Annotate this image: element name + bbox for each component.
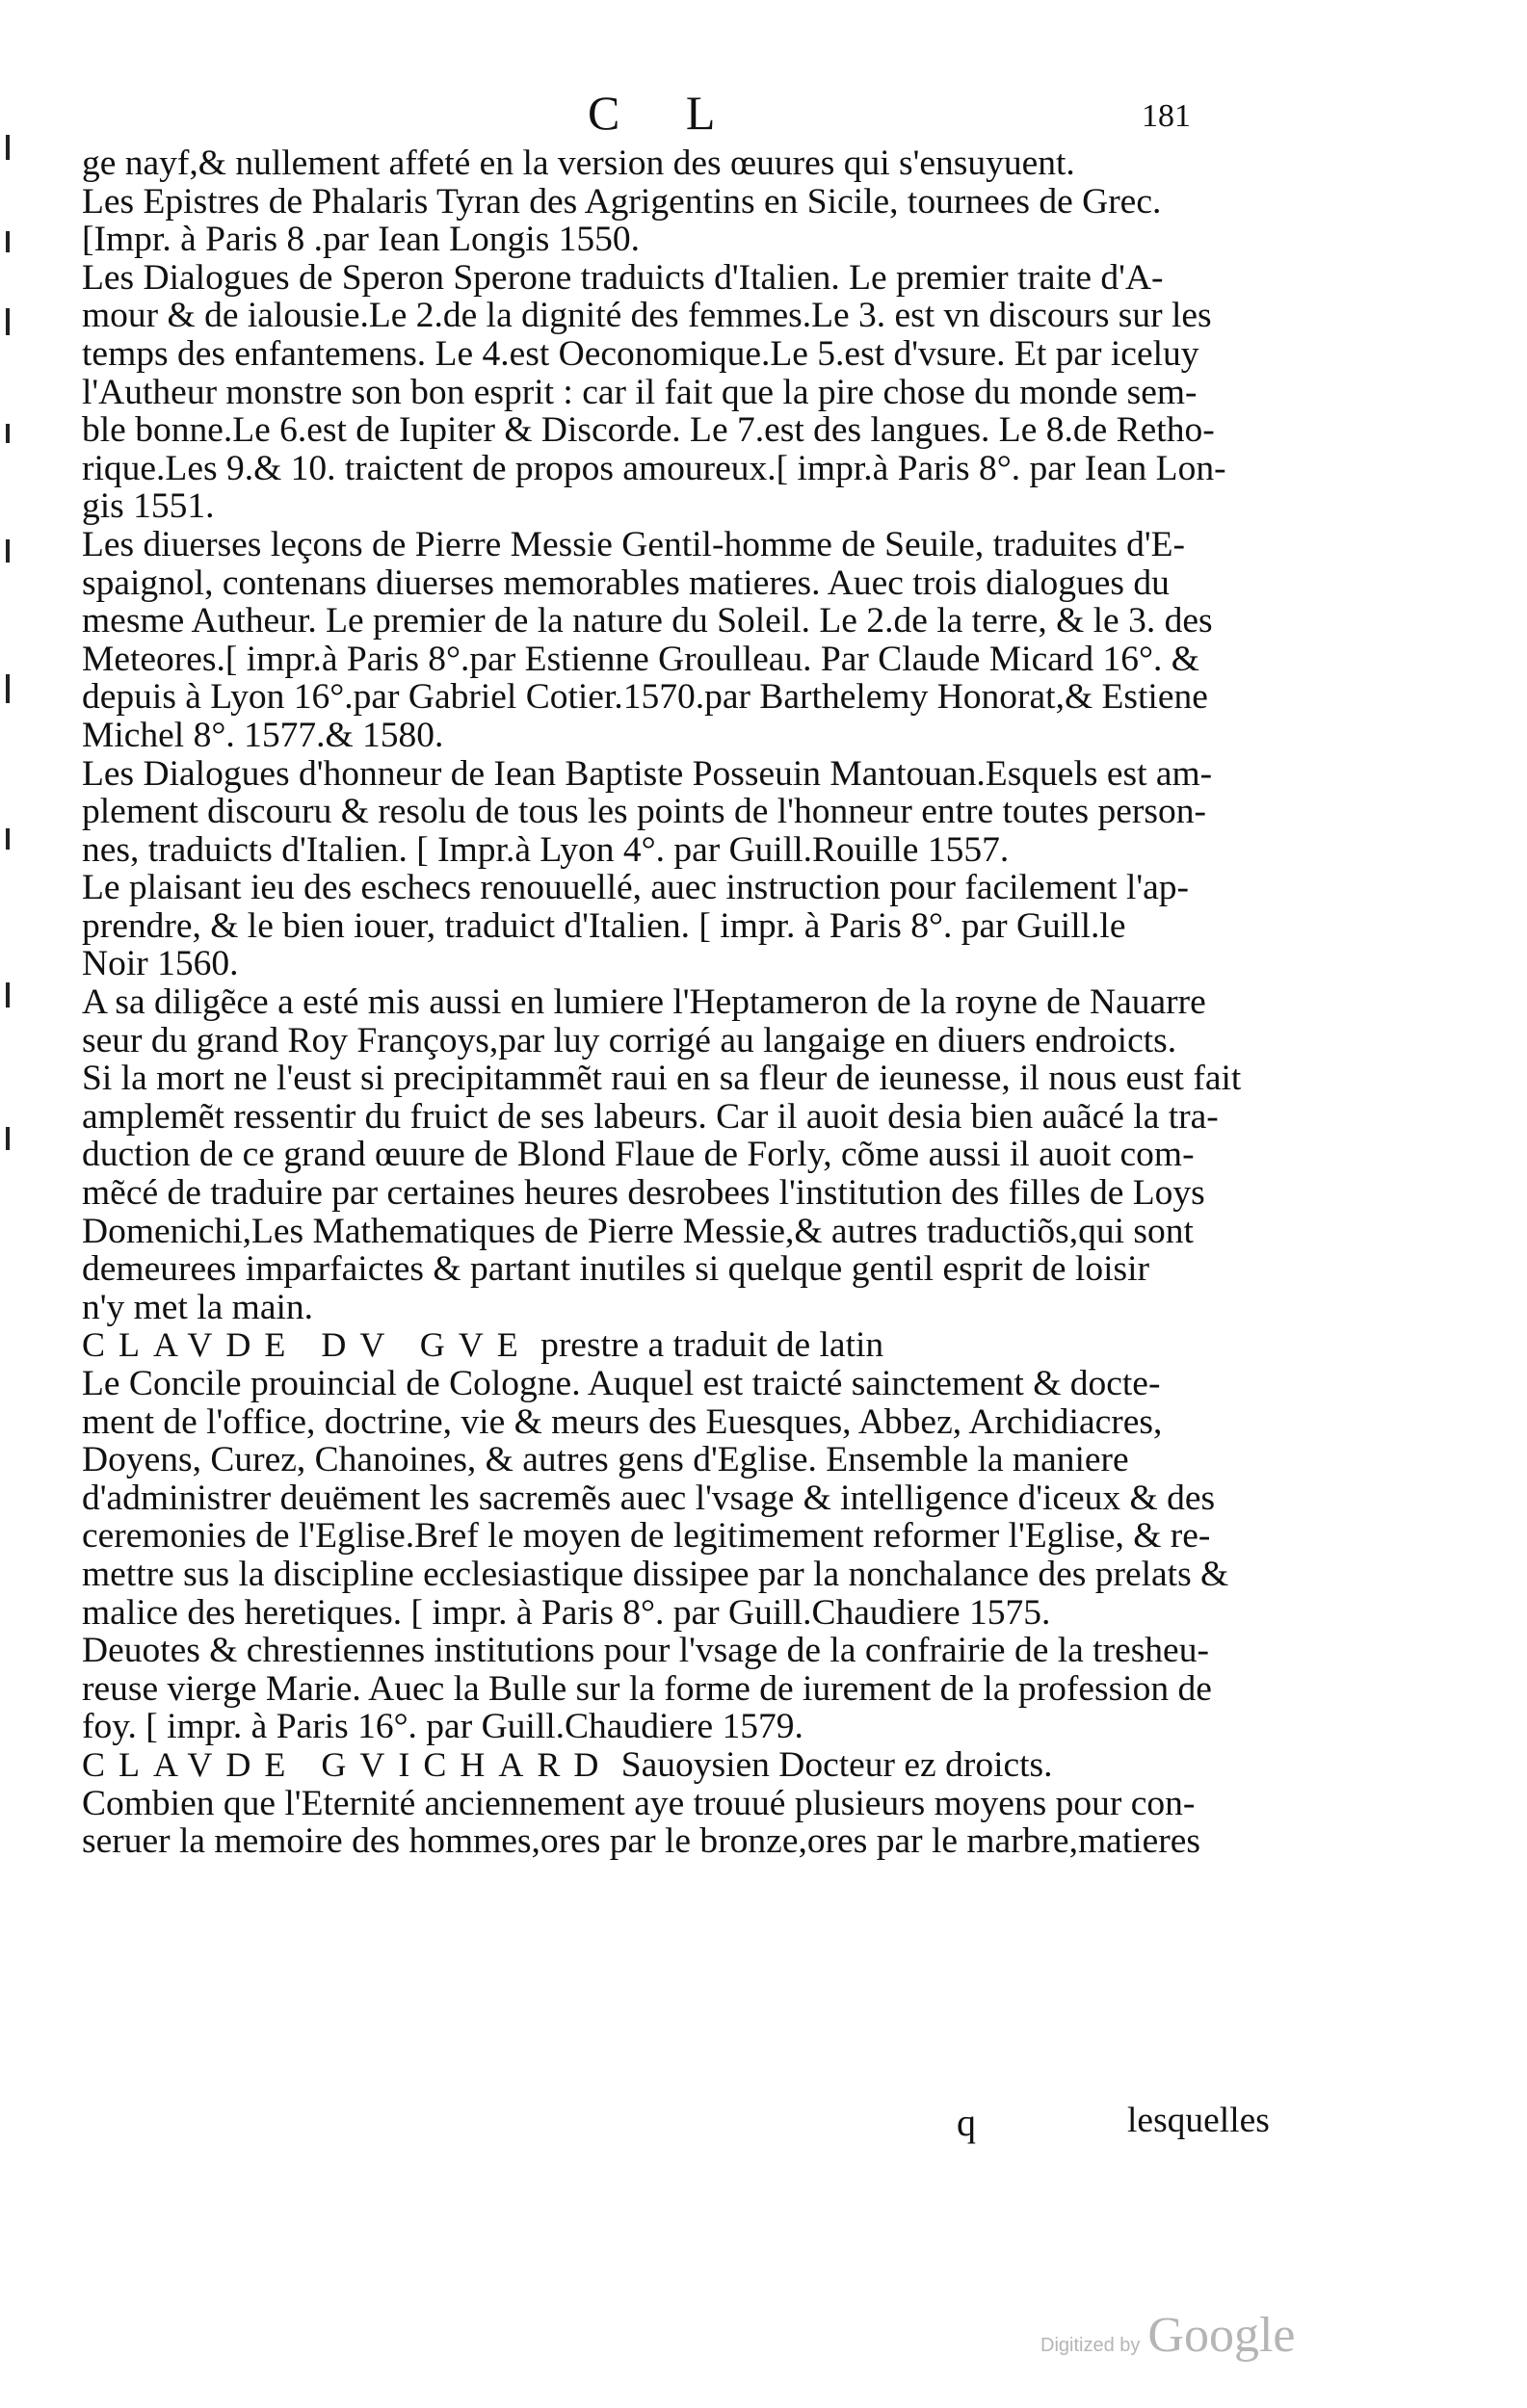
text-line: prendre, & le bien iouer, traduict d'Italien. [ impr. à Paris 8°. par Guill.le — [82, 905, 1126, 946]
page-number: 181 — [1142, 98, 1191, 134]
text-line: temps des enfantemens. Le 4.est Oeconomique.Le 5.est d'vsure. Et par iceluy — [82, 333, 1199, 374]
text-line: Meteores.[ impr.à Paris 8°.par Estienne Groulleau. Par Claude Micard 16°. & — [82, 639, 1199, 679]
text-line: ble bonne.Le 6.est de Iupiter & Discorde. Le 7.est des langues. Le 8.de Retho- — [82, 410, 1215, 451]
text-line: ceremonies de l'Eglise.Bref le moyen de legitimement reformer l'Eglise, & re- — [82, 1516, 1211, 1557]
text-line: ment de l'office, doctrine, vie & meurs des Euesques, Abbez, Archidiacres, — [82, 1401, 1163, 1442]
page-gutter-marks — [0, 135, 29, 1243]
text-line: n'y met la main. — [82, 1287, 314, 1327]
signature-mark: q — [957, 2101, 976, 2144]
body-text — [82, 144, 1257, 1861]
text-line: mẽcé de traduire par certaines heures desrobees l'institution des filles de Loys — [82, 1173, 1205, 1214]
text-line: seruer la memoire des hommes,ores par le bronze,ores par le marbre,matieres — [82, 1821, 1200, 1862]
text-line: mettre sus la discipline ecclesiastique dissipee par la nonchalance des prelats & — [82, 1554, 1229, 1594]
text-line: Les Dialogues de Speron Sperone traduicts d'Italien. Le premier traite d'A- — [82, 257, 1164, 298]
digitized-watermark — [1040, 2307, 1295, 2364]
watermark-prefix: Digitized by — [1040, 2335, 1141, 2356]
author-name: CLAVDE DV GVE — [82, 1325, 532, 1365]
text-line: Le Concile prouincial de Cologne. Auquel est traicté sainctement & docte- — [82, 1364, 1161, 1403]
text-line: mesme Autheur. Le premier de la nature du Soleil. Le 2.de la terre, & le 3. des — [82, 601, 1213, 641]
text-line: amplemẽt ressentir du fruict de ses labeurs. Car il auoit desia bien auãcé la tra- — [82, 1096, 1219, 1137]
text-line: spaignol, contenans diuerses memorables matieres. Auec trois dialogues du — [82, 563, 1170, 603]
text-line: foy. [ impr. à Paris 16°. par Guill.Chaudiere 1579. — [82, 1707, 803, 1747]
text-line: Michel 8°. 1577.& 1580. — [82, 715, 444, 755]
text-line: Le plaisant ieu des eschecs renouuellé, auec instruction pour facilement l'ap- — [82, 868, 1190, 908]
text-line: Domenichi,Les Mathematiques de Pierre Messie,& autres traductiõs,qui sont — [82, 1211, 1194, 1251]
text-line: malice des heretiques. [ impr. à Paris 8°. par Guill.Chaudiere 1575. — [82, 1592, 1051, 1633]
text-line: Les Epistres de Phalaris Tyran des Agrigentins en Sicile, tournees de Grec. — [82, 181, 1162, 222]
text-line: demeurees imparfaictes & partant inutiles si quelque gentil esprit de loisir — [82, 1249, 1150, 1290]
section-heading — [82, 1746, 1257, 1785]
text-line: ge nayf,& nullement affeté en la version des œuures qui s'ensuyuent. — [82, 144, 1075, 183]
text-line: Si la mort ne l'eust si precipitammẽt raui en sa fleur de ieunesse, il nous eust fait — [82, 1059, 1242, 1099]
text-line: Noir 1560. — [82, 944, 239, 984]
heading-description: Sauoysien Docteur ez droicts. — [612, 1744, 1053, 1785]
text-line: d'administrer deuëment les sacremẽs auec l'vsage & intelligence d'iceux & des — [82, 1478, 1216, 1518]
running-head: C L — [588, 86, 743, 140]
text-line: plement discouru & resolu de tous les points de l'honneur entre toutes person- — [82, 792, 1206, 832]
section-heading — [82, 1326, 1257, 1365]
text-line: A sa diligẽce a esté mis aussi en lumiere l'Heptameron de la royne de Nauarre — [82, 982, 1206, 1023]
text-line: seur du grand Roy Françoys,par luy corrigé au langaige en diuers endroicts. — [82, 1020, 1177, 1060]
text-line: nes, traduicts d'Italien. [ Impr.à Lyon 4°. par Guill.Rouille 1557. — [82, 829, 1010, 870]
text-line: Deuotes & chrestiennes institutions pour l'vsage de la confrairie de la tresheu- — [82, 1631, 1209, 1671]
page-footer — [0, 2100, 1527, 2148]
google-logo: Google — [1147, 2308, 1296, 2363]
text-line: reuse vierge Marie. Auec la Bulle sur la forme de iurement de la profession de — [82, 1668, 1212, 1709]
text-line: rique.Les 9.& 10. traictent de propos amoureux.[ impr.à Paris 8°. par Iean Lon- — [82, 448, 1226, 488]
heading-description: prestre a traduit de latin — [531, 1325, 884, 1366]
text-line: duction de ce grand œuure de Blond Flaue de Forly, cõme aussi il auoit com- — [82, 1135, 1195, 1175]
text-line: gis 1551. — [82, 486, 215, 527]
text-line: Combien que l'Eternité anciennement aye trouué plusieurs moyens pour con- — [82, 1783, 1196, 1823]
author-name: CLAVDE GVICHARD — [82, 1744, 613, 1784]
text-line: Doyens, Curez, Chanoines, & autres gens d'Eglise. Ensemble la maniere — [82, 1440, 1129, 1480]
page-header — [0, 85, 1527, 143]
text-line: [Impr. à Paris 8 .par Iean Longis 1550. — [82, 220, 641, 260]
text-line: mour & de ialousie.Le 2.de la dignité des femmes.Le 3. est vn discours sur les — [82, 296, 1212, 336]
text-line: Les diuerses leçons de Pierre Messie Gentil-homme de Seuile, traduites d'E- — [82, 524, 1185, 564]
catchword: lesquelles — [1127, 2101, 1270, 2140]
text-line: depuis à Lyon 16°.par Gabriel Cotier.1570.par Barthelemy Honorat,& Estiene — [82, 677, 1208, 718]
text-line: Les Dialogues d'honneur de Iean Baptiste Posseuin Mantouan.Esquels est am- — [82, 753, 1213, 794]
text-line: l'Autheur monstre son bon esprit : car il fait que la pire chose du monde sem- — [82, 372, 1198, 412]
